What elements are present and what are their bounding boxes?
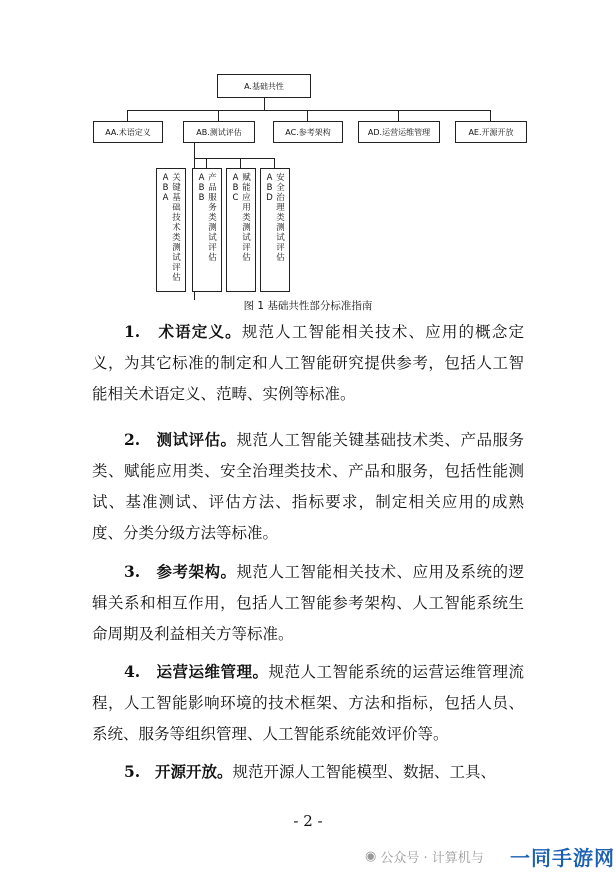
connector bbox=[490, 110, 491, 121]
site-logo: 一同手游网 bbox=[510, 846, 615, 870]
node-aa: AA.术语定义 bbox=[93, 121, 163, 143]
node-ac: AC.参考架构 bbox=[273, 121, 343, 143]
connector bbox=[398, 110, 399, 121]
paragraph-2 bbox=[92, 424, 524, 549]
paragraph-5 bbox=[92, 756, 524, 788]
node-text: 关键基础技术类测试评估 bbox=[172, 173, 181, 283]
node-text: 安全治理类测试评估 bbox=[276, 173, 285, 263]
watermark-text: 公众号 · 计算机与 bbox=[380, 851, 484, 866]
item-body: 规范人工智能关键基础技术类、产品服务类、赋能应用类、安全治理类技术、产品和服务，包括性能测试、基准测试、评估方法、指标要求，制定相关应用的成熟度、分类分级方法等标准。 bbox=[92, 431, 524, 542]
item-number: 5. bbox=[124, 762, 141, 781]
node-code: ABA bbox=[162, 173, 169, 203]
item-number: 3. bbox=[124, 562, 141, 581]
connector bbox=[194, 143, 195, 159]
node-ad: AD.运营运维管理 bbox=[358, 121, 440, 143]
node-text: 赋能应用类测试评估 bbox=[242, 173, 251, 263]
paragraph-1 bbox=[92, 316, 524, 410]
item-body: 规范人工智能相关技术、应用及系统的逻辑关系和相互作用，包括人工智能参考架构、人工智能系统生命周期及利益相关方等标准。 bbox=[92, 563, 524, 643]
item-heading: 测试评估。 bbox=[156, 430, 237, 449]
item-body: 规范开源人工智能模型、数据、工具、 bbox=[232, 763, 496, 781]
item-heading: 术语定义。 bbox=[158, 322, 242, 341]
node-code: ABC bbox=[232, 173, 239, 203]
item-body: 规范人工智能系统的运营运维管理流程，人工智能影响环境的技术框架、方法和指标，包括人员、系统、服务等组织管理、人工智能系统能效评价等。 bbox=[92, 663, 524, 743]
connector bbox=[307, 110, 308, 121]
connector bbox=[127, 110, 491, 111]
item-number: 2. bbox=[124, 430, 141, 449]
connector bbox=[206, 158, 207, 168]
connector bbox=[274, 158, 275, 168]
item-heading: 开源开放。 bbox=[154, 762, 233, 781]
node-abd bbox=[260, 168, 290, 292]
wechat-icon: ◉ bbox=[365, 849, 377, 864]
item-heading: 参考架构。 bbox=[156, 562, 237, 581]
node-text: 产品服务类测试评估 bbox=[208, 173, 217, 263]
node-ae: AE.开源开放 bbox=[455, 121, 527, 143]
node-code: ABD bbox=[266, 173, 273, 203]
item-body: 规范人工智能相关技术、应用的概念定义，为其它标准的制定和人工智能研究提供参考，包括人工智能相关术语定义、范畴、实例等标准。 bbox=[92, 323, 524, 403]
node-abc bbox=[226, 168, 256, 292]
connector bbox=[218, 110, 219, 121]
page-number: - 2 - bbox=[293, 812, 323, 830]
item-heading: 运营运维管理。 bbox=[156, 662, 269, 681]
node-abb bbox=[192, 168, 222, 292]
paragraph-4 bbox=[92, 656, 524, 750]
watermark bbox=[365, 847, 484, 866]
paragraph-3 bbox=[92, 556, 524, 650]
node-ab: AB.测试评估 bbox=[183, 121, 255, 143]
node-code: ABB bbox=[198, 173, 205, 203]
item-number: 4. bbox=[124, 662, 141, 681]
item-number: 1. bbox=[124, 322, 141, 341]
connector bbox=[127, 110, 128, 121]
root-node: A.基础共性 bbox=[217, 74, 311, 98]
figure-caption: 图 1 基础共性部分标准指南 bbox=[243, 300, 373, 312]
connector bbox=[240, 158, 241, 168]
connector bbox=[264, 98, 265, 110]
node-aba bbox=[156, 168, 186, 292]
